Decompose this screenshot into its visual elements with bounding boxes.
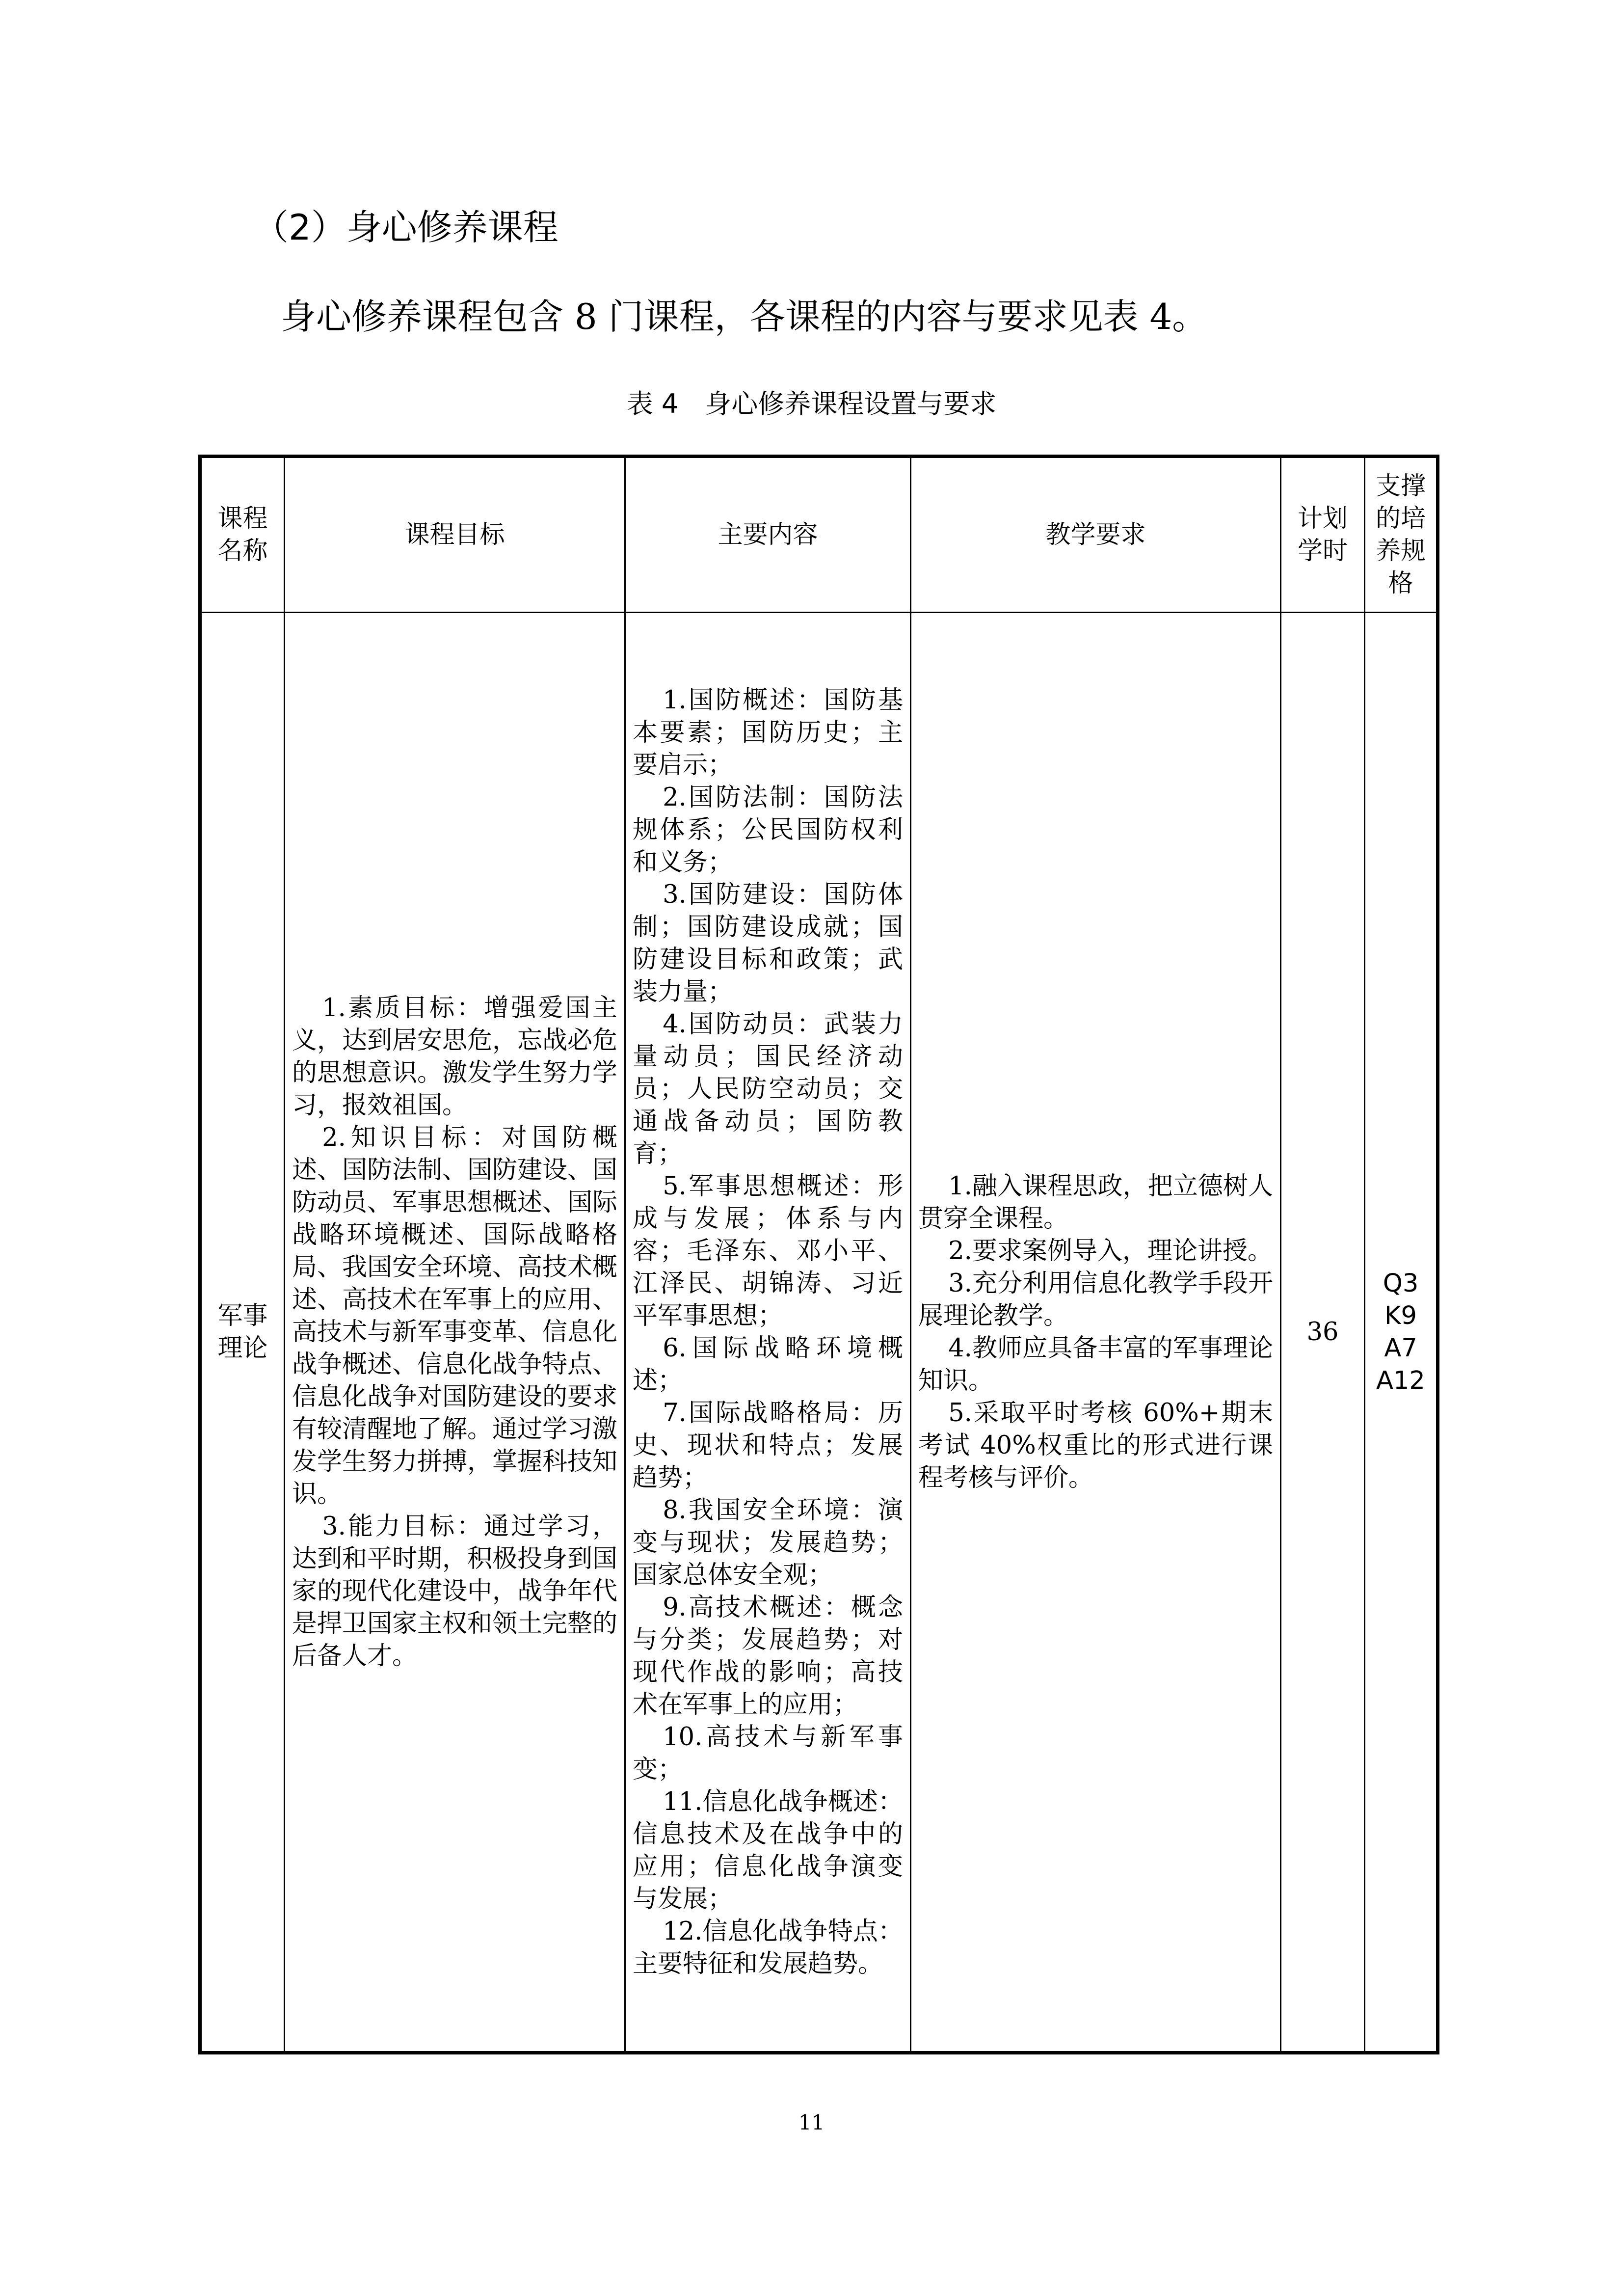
- cell-goal: [285, 613, 625, 2053]
- cell-hours: 36: [1281, 613, 1365, 2053]
- header-requirement: 教学要求: [911, 457, 1281, 613]
- content-item: 5.军事思想概述：形成与发展；体系与内容；毛泽东、邓小平、江泽民、胡锦涛、习近平军事思想；: [633, 1171, 903, 1330]
- header-hours-line: 计划: [1297, 504, 1348, 533]
- cell-spec: [1365, 613, 1438, 2053]
- header-course-name-line: 课程: [217, 504, 268, 533]
- content-item: 11.信息化战争概述：信息技术及在战争中的应用；信息化战争演变与发展；: [633, 1787, 903, 1914]
- header-hours: [1281, 457, 1365, 613]
- cell-content: [625, 613, 911, 2053]
- header-spec-line: 的培: [1375, 504, 1426, 533]
- table-row: [200, 613, 1438, 2053]
- content-item: 8.我国安全环境：演变与现状；发展趋势；国家总体安全观；: [633, 1495, 903, 1590]
- content-item: 2.国防法制：国防法规体系；公民国防权利和义务；: [633, 783, 903, 877]
- requirement-item: 2.要求案例导入，理论讲授。: [948, 1236, 1273, 1266]
- spec-code: A7: [1384, 1333, 1417, 1363]
- content-item: 12.信息化战争特点：主要特征和发展趋势。: [633, 1917, 903, 1978]
- course-name-line: 军事: [217, 1301, 268, 1330]
- section-heading: （2）身心修养课程: [253, 207, 559, 248]
- requirement-item: 5.采取平时考核 60%+期末考试 40%权重比的形式进行课程考核与评价。: [918, 1398, 1273, 1492]
- header-spec-line: 支撑: [1375, 471, 1426, 501]
- header-content: 主要内容: [625, 457, 911, 613]
- content-item: 7.国际战略格局：历史、现状和特点；发展趋势；: [633, 1398, 903, 1492]
- cell-requirement: [911, 613, 1281, 2053]
- requirement-item: 1.融入课程思政，把立德树人贯穿全课程。: [918, 1171, 1273, 1233]
- requirement-item: 4.教师应具备丰富的军事理论知识。: [918, 1333, 1273, 1395]
- spec-code: A12: [1376, 1366, 1425, 1395]
- goal-item: 2.知识目标：对国防概述、国防法制、国防建设、国防动员、军事思想概述、国际战略环境概述、国际战略格局、我国安全环境、高技术概述、高技术在军事上的应用、高技术与新军事变革、信息化战争概述、信息化战争特点、信息化战争对国防建设的要求有较清醒地了解。通过学习激发学生努力拼搏，掌握科技知识。: [292, 1123, 618, 1509]
- table-caption: 表 4 身心修养课程设置与要求: [626, 388, 997, 419]
- course-name-line: 理论: [217, 1333, 268, 1363]
- goal-item: 3.能力目标：通过学习，达到和平时期，积极投身到国家的现代化建设中，战争年代是捍卫国家主权和领土完整的后备人才。: [292, 1512, 618, 1671]
- intro-paragraph: 身心修养课程包含 8 门课程，各课程的内容与要求见表 4。: [281, 296, 1208, 337]
- cell-course-name: [200, 613, 285, 2053]
- content-item: 3.国防建设：国防体制；国防建设成就；国防建设目标和政策；武装力量；: [633, 880, 903, 1006]
- content-item: 1.国防概述：国防基本要素；国防历史；主要启示；: [633, 685, 903, 780]
- header-course-name-line: 名称: [217, 536, 268, 566]
- page-number: 11: [798, 2110, 825, 2134]
- header-spec-line: 养规: [1375, 536, 1426, 566]
- spec-code: K9: [1384, 1301, 1417, 1330]
- requirement-item: 3.充分利用信息化教学手段开展理论教学。: [918, 1269, 1273, 1330]
- course-table: [198, 455, 1439, 2054]
- content-item: 10.高技术与新军事变；: [633, 1722, 903, 1784]
- header-goal: 课程目标: [285, 457, 625, 613]
- header-spec-line: 格: [1388, 568, 1413, 598]
- goal-item: 1.素质目标：增强爱国主义，达到居安思危，忘战必危的思想意识。激发学生努力学习，报效祖国。: [292, 993, 618, 1120]
- table-header-row: [200, 457, 1438, 613]
- content-item: 9.高技术概述：概念与分类；发展趋势；对现代作战的影响；高技术在军事上的应用；: [633, 1593, 903, 1719]
- spec-code: Q3: [1383, 1269, 1419, 1298]
- header-hours-line: 学时: [1297, 536, 1348, 566]
- header-course-name: [200, 457, 285, 613]
- content-item: 6.国际战略环境概述；: [633, 1333, 903, 1395]
- content-item: 4.国防动员：武装力量动员；国民经济动员；人民防空动员；交通战备动员；国防教育；: [633, 1009, 903, 1168]
- header-spec: [1365, 457, 1438, 613]
